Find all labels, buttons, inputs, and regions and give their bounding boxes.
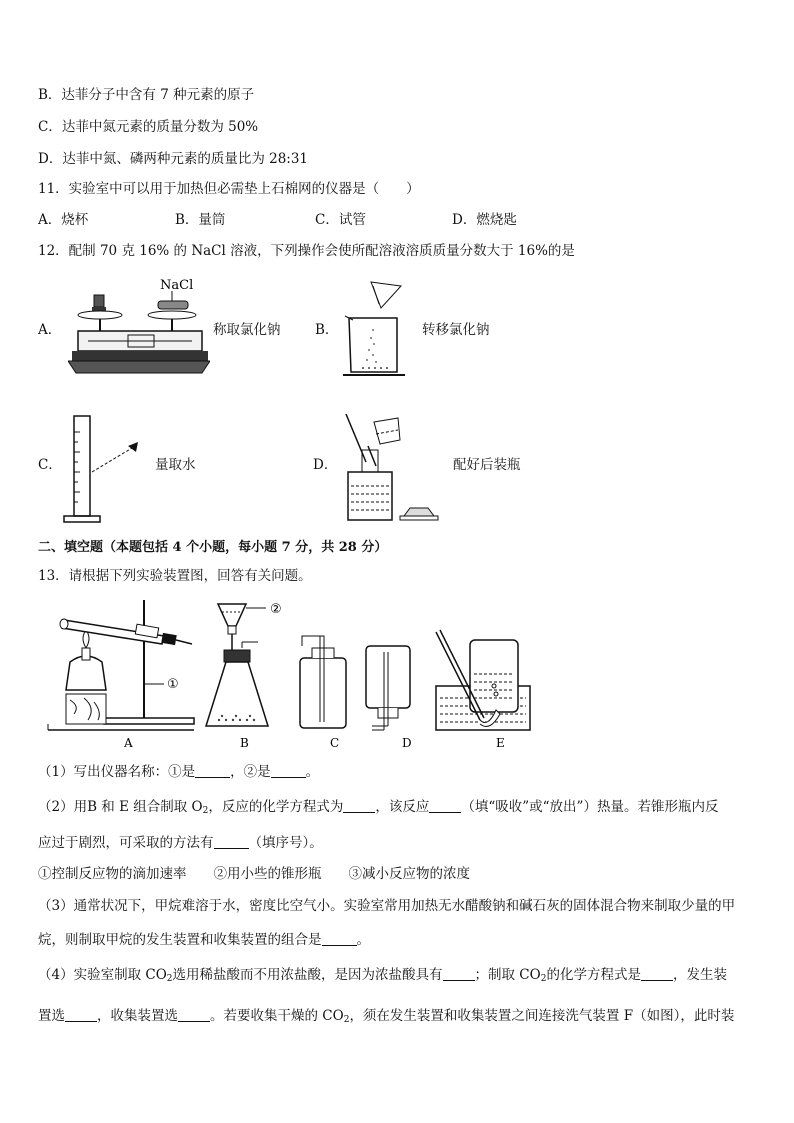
label-c: C: [330, 736, 340, 750]
answer-blank[interactable]: [195, 764, 230, 778]
q12-option-d-caption: 配好后装瓶: [453, 457, 521, 473]
q10-option-b: B．达菲分子中含有 7 种元素的原子: [38, 87, 255, 103]
q12-option-b-caption: 转移氯化钠: [422, 322, 490, 338]
answer-blank[interactable]: [322, 932, 357, 946]
answer-blank[interactable]: [641, 967, 673, 981]
answer-blank[interactable]: [343, 799, 375, 813]
q12-option-a-label: A．: [38, 322, 62, 338]
q13-part2-line1: （2）用B 和 E 组合制取 $O_2$，反应的化学方程式为 ，该反应 （填“吸收”或“放出”）热量。若锥形瓶内反: [38, 799, 719, 816]
q12-option-c-caption: 量取水: [155, 457, 196, 473]
answer-blank[interactable]: [178, 1008, 210, 1022]
label-e: E: [496, 736, 505, 750]
section-2-title: 二、填空题（本题包括 4 个小题，每小题 7 分，共 28 分）: [38, 540, 388, 555]
answer-blank[interactable]: [65, 1008, 97, 1022]
answer-blank[interactable]: [271, 764, 306, 778]
bottle-pour-figure: [342, 410, 447, 525]
q13-part3-line1: （3）通常状况下，甲烷难溶于水，密度比空气小。实验室常用加热无水醋酸钠和碱石灰的固体混合物来制取少量的甲: [38, 898, 736, 914]
q11-option-d: D．燃烧匙: [452, 212, 517, 228]
q11-option-c: C．试管: [315, 212, 366, 228]
label-1: ①: [167, 677, 179, 692]
q13-part2-line2: 应过于剧烈，可采取的方法有 （填序号）。: [38, 835, 323, 851]
q13-part1: （1）写出仪器名称：①是 ，②是 。: [38, 764, 320, 780]
apparatus-d: [366, 646, 412, 750]
nacl-label: NaCl: [160, 278, 194, 293]
beaker-pour-figure: [343, 280, 408, 380]
apparatus-a: [48, 600, 194, 750]
q13-part2-options: ①控制反应物的滴加速率 ②用小些的锥形瓶 ③减小反应物的浓度: [38, 866, 470, 882]
q12-option-c-label: C．: [38, 457, 62, 473]
answer-blank[interactable]: [443, 967, 475, 981]
q13-stem: 13．请根据下列实验装置图，回答有关问题。: [38, 568, 312, 584]
q12-stem: 12．配制 70 克 16% 的 NaCl 溶液，下列操作会使所配溶液溶质质量分数大于 16%的是: [38, 243, 575, 259]
apparatus-c: [300, 636, 346, 750]
q13-part4-line1: （4）实验室制取 $CO_2$选用稀盐酸而不用浓盐酸，是因为浓盐酸具有 ；制取 $CO_2$的化学方程式是 ，发生装: [38, 967, 727, 984]
label-a: A: [124, 736, 133, 750]
q12-option-a-caption: 称取氯化钠: [213, 322, 281, 338]
q11-option-a: A．烧杯: [38, 212, 89, 228]
q13-part3-line2: 烷，则制取甲烷的发生装置和收集装置的组合是 。: [38, 932, 370, 948]
apparatus-e: [436, 630, 530, 750]
label-b: B: [240, 736, 249, 750]
q12-option-b-label: B．: [315, 322, 339, 338]
q10-option-d: D．达菲中氮、磷两种元素的质量比为 28:31: [38, 151, 309, 167]
q11-option-b: B．量筒: [175, 212, 226, 228]
answer-blank[interactable]: [429, 799, 461, 813]
apparatus-figure: [44, 590, 544, 750]
q12-option-d-label: D．: [313, 457, 338, 473]
q10-option-c: C．达菲中氮元素的质量分数为 50%: [38, 119, 259, 135]
apparatus-b: [206, 602, 282, 750]
label-d: D: [402, 736, 412, 750]
q13-part4-line2: 置选 ，收集装置选 。若要收集干燥的 $CO_2$，须在发生装置和收集装置之间连接洗气装置 F（如图），此时装: [38, 1008, 735, 1025]
cylinder-figure: [60, 412, 155, 527]
label-2: ②: [270, 602, 282, 617]
balance-figure: [68, 275, 210, 377]
q11-stem: 11．实验室中可以用于加热但必需垫上石棉网的仪器是（ ）: [38, 181, 420, 197]
answer-blank[interactable]: [214, 835, 249, 849]
